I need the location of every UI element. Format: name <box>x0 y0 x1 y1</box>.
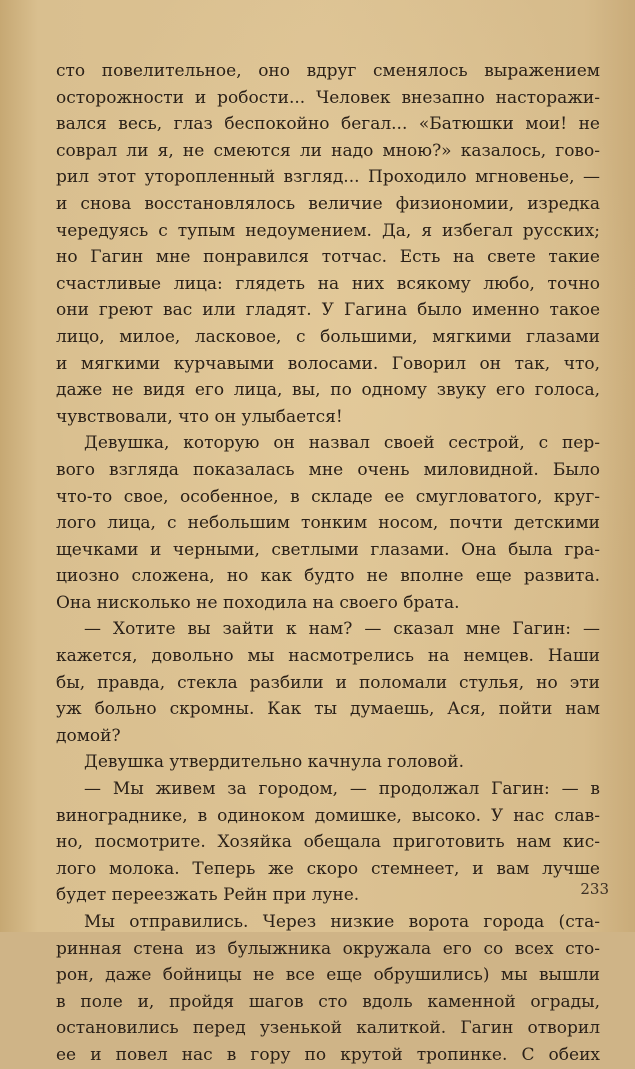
text-line: чувствовали, что он улыбается! <box>56 406 343 427</box>
text-line: рил этот уторопленный взгляд... Проходило мгновенье, — <box>56 167 600 188</box>
text-line: вался весь, глаз беспокойно бегал... «Батюшки мои! не <box>56 114 600 135</box>
text-line: винограднике, в одиноком домишке, высоко. У нас слав- <box>56 805 600 826</box>
text-line: но Гагин мне понравился тотчас. Есть на свете такие <box>56 247 600 268</box>
text-line: они греют вас или гладят. У Гагина было именно такое <box>56 300 600 321</box>
text-line: в поле и, пройдя шагов сто вдоль каменной ограды, <box>56 991 600 1012</box>
text-line: уж больно скромны. Как ты думаешь, Ася, пойти нам <box>56 699 600 720</box>
text-line: рон, даже бойницы не все еще обрушились) мы вышли <box>56 965 600 986</box>
text-line: но, посмотрите. Хозяйка обещала приготовить нам кис- <box>56 832 600 853</box>
text-line: что-то свое, особенное, в складе ее смугловатого, круг- <box>56 486 600 507</box>
text-line: Мы отправились. Через низкие ворота города (ста- <box>84 912 600 932</box>
text-line: и снова восстановлялось величие физиономии, изредка <box>56 193 600 214</box>
text-line: Она нисколько не походила на своего брата. <box>56 592 460 613</box>
text-line: счастливые лица: глядеть на них всякому любо, точно <box>56 273 600 294</box>
text-line: лого лица, с небольшим тонким носом, почти детскими <box>56 513 600 534</box>
text-line: домой? <box>56 725 121 746</box>
text-line: осторожности и робости... Человек внезапно насторажи- <box>56 87 600 108</box>
text-line: и мягкими курчавыми волосами. Говорил он так, что, <box>56 353 600 374</box>
text-line: ринная стена из булыжника окружала его со всех сто- <box>56 938 600 959</box>
page-number: 233 <box>580 880 609 898</box>
text-line: циозно сложена, но как будто не вполне еще развита. <box>56 566 600 587</box>
text-line: кажется, довольно мы насмотрелись на немцев. Наши <box>56 646 600 667</box>
text-line: сто повелительное, оно вдруг сменялось выражением <box>56 61 600 81</box>
text-line: лицо, милое, ласковое, с большими, мягкими глазами <box>56 326 600 347</box>
page-text <box>56 58 600 1069</box>
text-line: — Мы живем за городом, — продолжал Гагин: — в <box>84 779 600 800</box>
text-line: ее и повел нас в гору по крутой тропинке. С обеих <box>56 1044 600 1065</box>
text-line: — Хотите вы зайти к нам? — сказал мне Гагин: — <box>84 619 600 640</box>
text-line: даже не видя его лица, вы, по одному звуку его голоса, <box>56 380 600 401</box>
text-line: остановились перед узенькой калиткой. Гагин отворил <box>56 1018 600 1039</box>
text-line: вого взгляда показалась мне очень миловидной. Было <box>56 459 600 480</box>
text-line: соврал ли я, не смеются ли надо мною?» казалось, гово- <box>56 140 600 161</box>
text-line: бы, правда, стекла разбили и поломали стулья, но эти <box>56 672 600 693</box>
text-line: Девушка, которую он назвал своей сестрой, с пер- <box>84 433 600 454</box>
text-line: лого молока. Теперь же скоро стемнеет, и вам лучше <box>56 858 600 879</box>
text-line: щечками и черными, светлыми глазами. Она была гра- <box>56 539 600 560</box>
text-line: Девушка утвердительно качнула головой. <box>84 752 465 773</box>
text-line: чередуясь с тупым недоумением. Да, я избегал русских; <box>56 220 600 241</box>
text-line: будет переезжать Рейн при луне. <box>56 885 360 906</box>
